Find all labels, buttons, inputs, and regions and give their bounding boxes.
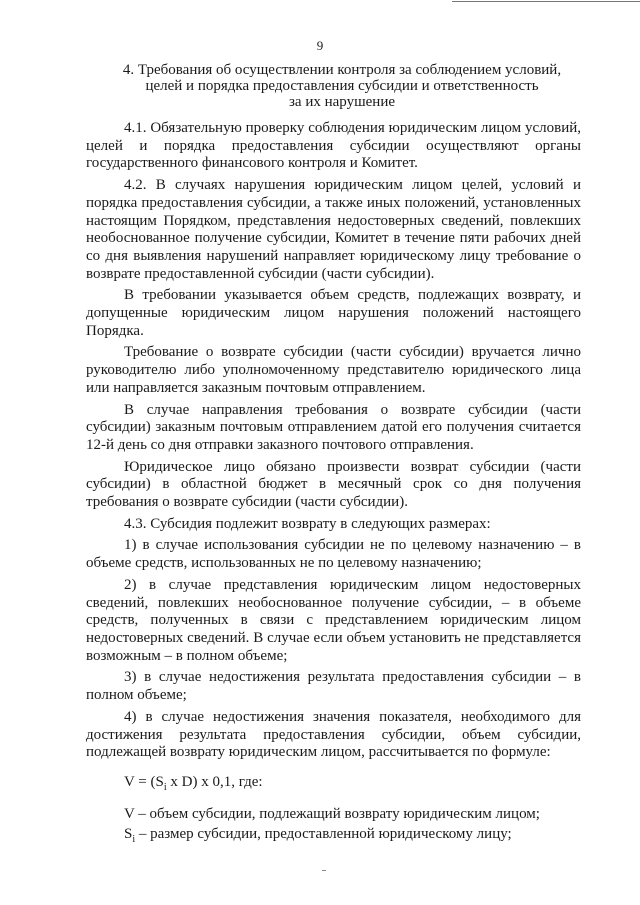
formula-prefix: V = (S	[124, 773, 164, 790]
paragraph-4-2: 4.2. В случаях нарушения юридическим лицом целей, условий и порядка предоставления субсидии, а также иных положений, установленных настоящим Порядком, представления недостоверных сведений, повлекших необоснованное получение субсидии, Комитет в течение пяти рабочих дней со дня выявления нарушений направляет юридическому лицу требование о возврате предоставленной субсидии (части субсидии).	[86, 177, 581, 282]
definition-si-subscript: i	[132, 834, 136, 846]
paragraph-requirement-content: В требовании указывается объем средств, подлежащих возврату, и допущенные юридическим лицом нарушения положений настоящего Порядка.	[86, 287, 581, 339]
section-heading-line-3: за их нарушение	[288, 94, 396, 110]
list-item-2: 2) в случае представления юридическим лицом недостоверных сведений, повлекших необоснованное получение субсидии, – в объеме средств, полученных в связи с представлением юридическим лицом недостоверных сведений. В случае если объем установить не представляется возможным – в полном объеме;	[86, 576, 581, 664]
list-item-3: 3) в случае недостижения результата предоставления субсидии – в полном объеме;	[86, 669, 581, 704]
definition-si-text: – размер субсидии, предоставленной юридическому лицу;	[135, 826, 512, 843]
list-item-4: 4) в случае недостижения значения показателя, необходимого для достижения результата предоставления субсидии, объем субсидии, подлежащей возврату юридическим лицом, рассчитывается по формуле:	[86, 708, 581, 761]
section-heading-line-2: целей и порядка предоставления субсидии и ответственность	[145, 78, 539, 94]
paragraph-postal-delivery: В случае направления требования о возврате субсидии (части субсидии) заказным почтовым отправлением датой его получения считается 12-й день со дня отправки заказного почтового отправления.	[86, 401, 581, 453]
paragraph-4-1: 4.1. Обязательную проверку соблюдения юридическим лицом условий, целей и порядка предоставления субсидии осуществляют органы государственного финансового контроля и Комитет.	[86, 120, 581, 172]
formula-subscript: i	[163, 781, 167, 793]
scan-mark	[322, 870, 326, 871]
list-item-1: 1) в случае использования субсидии не по целевому назначению – в объеме средств, использованных не по целевому назначению;	[86, 537, 581, 572]
definition-si-symbol: S	[124, 826, 133, 843]
top-edge-rule	[452, 1, 640, 2]
page-number: 9	[316, 38, 324, 53]
paragraph-4-3: 4.3. Субсидия подлежит возврату в следующих размерах:	[124, 515, 491, 532]
paragraph-requirement-delivery: Требование о возврате субсидии (части субсидии) вручается лично руководителю либо уполномоченному представителю юридического лица или направляется заказным почтовым отправлением.	[86, 344, 581, 396]
definition-v: V – объем субсидии, подлежащий возврату юридическим лицом;	[124, 805, 540, 822]
section-heading-line-1: 4. Требования об осуществлении контроля за соблюдением условий,	[122, 62, 562, 78]
formula-suffix: x D) x 0,1, где:	[166, 773, 263, 790]
definition-si	[86, 826, 581, 844]
paragraph-return-obligation: Юридическое лицо обязано произвести возврат субсидии (части субсидии) в областной бюджет в месячный срок со дня получения требования о возврате субсидии (части субсидии).	[86, 458, 581, 511]
section-heading	[92, 62, 592, 110]
document-body	[86, 120, 581, 847]
return-formula	[86, 774, 581, 792]
